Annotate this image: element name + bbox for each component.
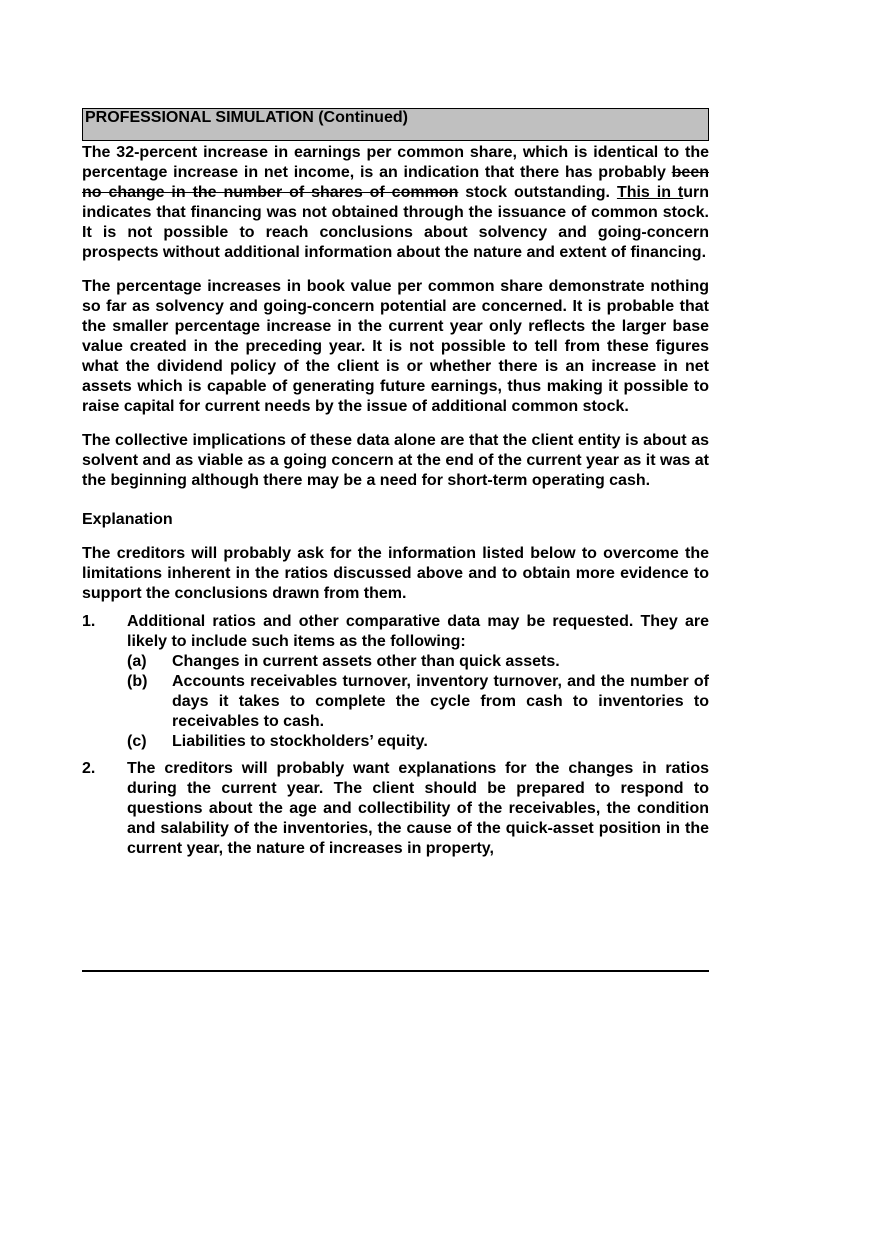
paragraph-eps-part3: urn indicates that financing was not obtained through the issuance of common stock. It is not possible to reach conclusions about solvency and going-concern prospects without additional information about the nature and extent of financing. [82,184,710,261]
list-item-1 [82,612,709,752]
section-banner [82,108,709,141]
sublist-letter: (b) [127,673,148,690]
paragraph-eps [82,143,709,263]
footer-rule [82,970,709,972]
paragraph-eps-part2: stock outstanding. [458,184,617,201]
sublist-item-text: Liabilities to stockholders’ equity. [172,733,428,750]
paragraph-implications: The collective implications of these data alone are that the client entity is about as solvent and as viable as a going concern at the end of the current year as it was at the beginning although there may be a need for short-term operating cash. [82,432,709,489]
list-item-text: The creditors will probably want explanations for the changes in ratios during the current year. The client should be prepared to respond to questions about the age and collectibility of the receivables, the condition and salability of the inventories, the cause of the quick-asset position in the current year, the nature of increases in property, [127,760,709,857]
document-page [82,108,709,859]
sublist-item-a [127,652,709,672]
section-heading: Explanation [82,511,173,528]
numbered-list [82,612,709,859]
sublist-item-c [127,732,709,752]
sublist-item-text: Accounts receivables turnover, inventory turnover, and the number of days it takes to complete the cycle from cash to inventories to receivables to cash. [172,673,709,730]
sublist-letter: (a) [127,653,147,670]
struck-text: been no change in the number of shares of common [82,164,709,201]
paragraph-creditors: The creditors will probably ask for the information listed below to overcome the limitations inherent in the ratios discussed above and to obtain more evidence to support the conclusions drawn from them. [82,545,709,602]
underlined-text: This in t [616,184,684,201]
paragraph-book-value: The percentage increases in book value per common share demonstrate nothing so far as solvency and going-concern potential are concerned. It is probable that the smaller percentage increase in the current year only reflects the larger base value created in the preceding year. It is not possible to tell from these figures what the dividend policy of the client is or whether there is an increase in net assets which is capable of generating future earnings, thus making it possible to raise capital for current needs by the issue of additional common stock. [82,278,709,415]
sublist-letter: (c) [127,733,147,750]
sublist-item-text: Changes in current assets other than quick assets. [172,653,560,670]
list-number: 1. [82,613,96,630]
list-item-2 [82,759,709,859]
sublist-item-b [127,672,709,732]
list-item-text: Additional ratios and other comparative data may be requested. They are likely to include such items as the following: [127,613,709,650]
paragraph-eps-part1: The 32-percent increase in earnings per common share, which is identical to the percentage increase in net income, is an indication that there has probably [82,144,709,181]
banner-title: PROFESSIONAL SIMULATION (Continued) [85,109,408,126]
list-number: 2. [82,760,96,777]
